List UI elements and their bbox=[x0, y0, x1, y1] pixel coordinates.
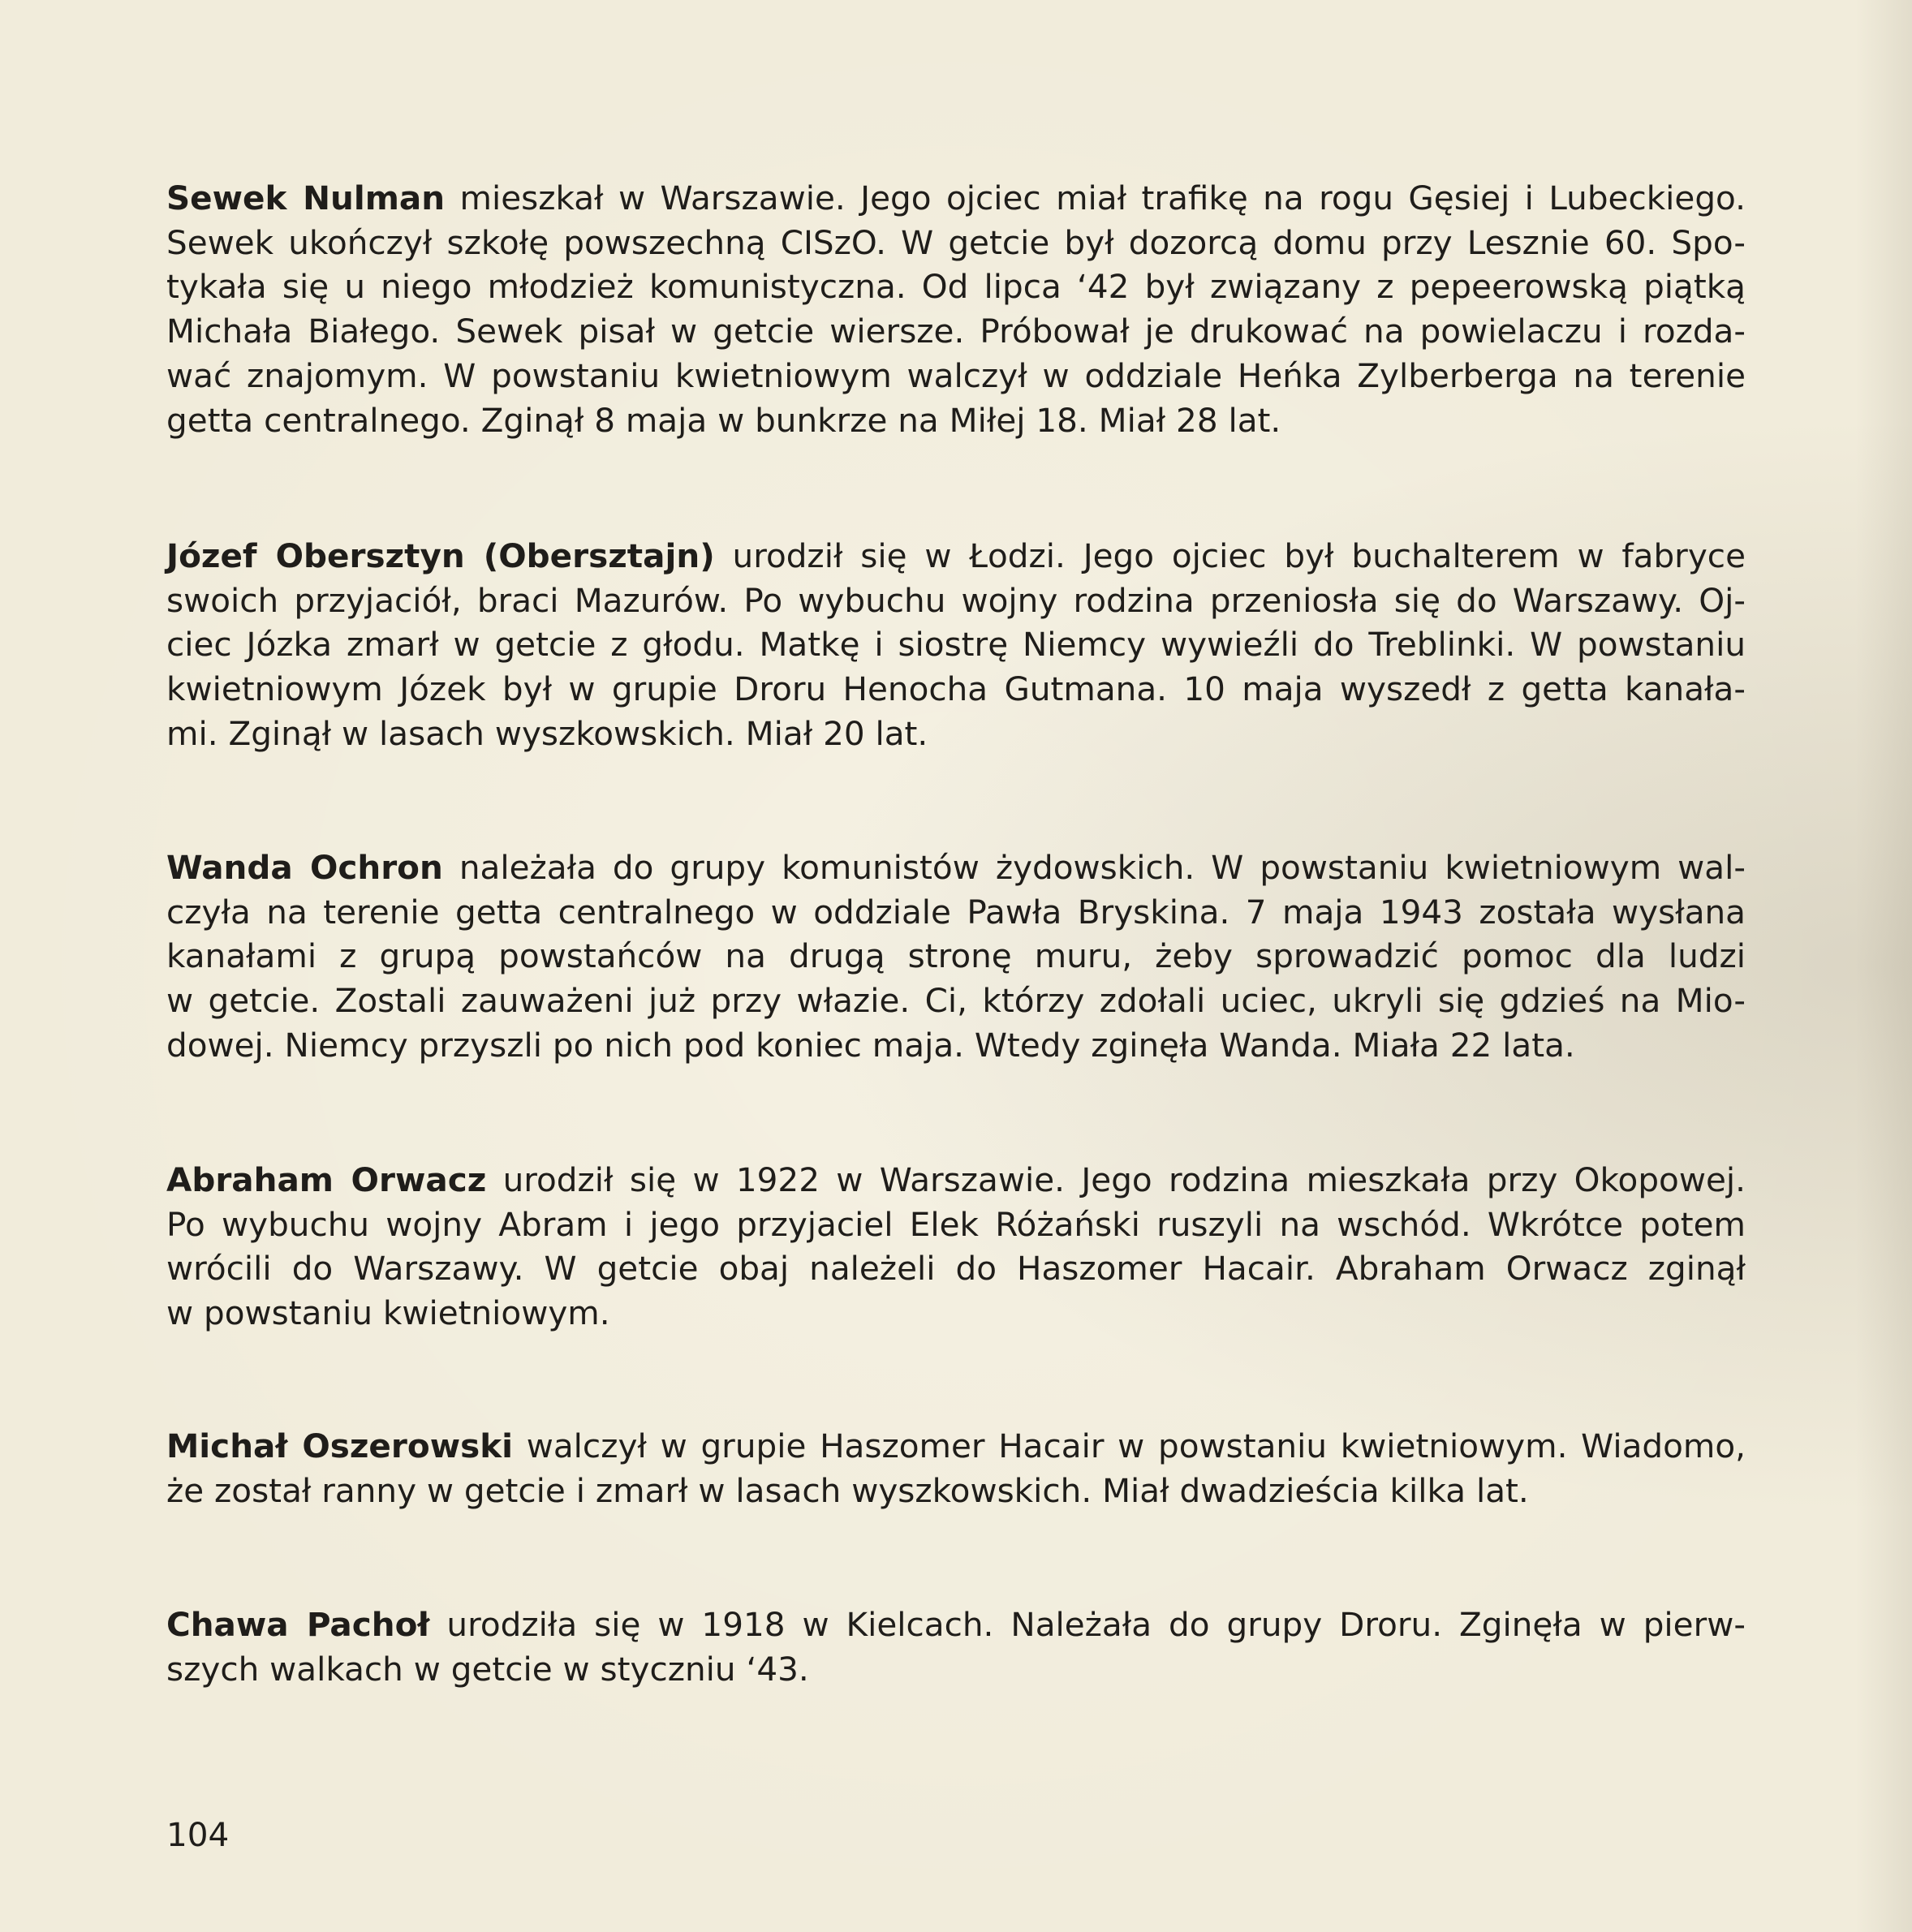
biography-entry-sewek-nulman bbox=[166, 176, 1746, 442]
entry-text-line: że został ranny w getcie i zmarł w lasach wyszkowskich. Miał dwadzieścia kilka lat. bbox=[166, 1470, 1529, 1510]
entry-text-line: dowej. Niemcy przyszli po nich pod koniec maja. Wtedy zginęła Wanda. Miała 22 lata. bbox=[166, 1025, 1575, 1065]
entry-text-line: wać znajomym. W powstaniu kwietniowym walczył w oddziale Heńka Zylberberga na terenie bbox=[166, 355, 1746, 395]
entry-text-line: w getcie. Zostali zauważeni już przy włazie. Ci, którzy zdołali uciec, ukryli się gdzieś na Mio- bbox=[166, 981, 1746, 1021]
entry-name: Abraham Orwacz bbox=[166, 1160, 487, 1199]
entry-name: Józef Obersztyn (Obersztajn) bbox=[166, 536, 715, 575]
entry-text-line: Po wybuchu wojny Abram i jego przyjaciel Elek Różański ruszyli na wschód. Wkrótce potem bbox=[166, 1204, 1746, 1244]
biography-entry-chawa-pachol bbox=[166, 1603, 1746, 1691]
entry-text-line: kanałami z grupą powstańców na drugą stronę muru, żeby sprowadzić pomoc dla ludzi bbox=[166, 936, 1746, 976]
entry-name: Wanda Ochron bbox=[166, 848, 443, 887]
entry-text-line: tykała się u niego młodzież komunistyczna. Od lipca ‘42 był związany z pepeerowską piątką bbox=[166, 267, 1746, 307]
entry-text-line: w powstaniu kwietniowym. bbox=[166, 1293, 610, 1333]
entry-text-line: kwietniowym Józek był w grupie Droru Henocha Gutmana. 10 maja wyszedł z getta kanała- bbox=[166, 669, 1746, 709]
entry-name: Sewek Nulman bbox=[166, 179, 446, 217]
biography-entry-michal-oszerowski bbox=[166, 1424, 1746, 1512]
entry-text-line: szych walkach w getcie w styczniu ‘43. bbox=[166, 1649, 809, 1689]
entry-text-line: getta centralnego. Zginął 8 maja w bunkrze na Miłej 18. Miał 28 lat. bbox=[166, 400, 1281, 440]
entry-text-line: mieszkał w Warszawie. Jego ojciec miał trafikę na rogu Gęsiej i Lubeckiego. bbox=[445, 179, 1746, 217]
entry-text-line: Michała Białego. Sewek pisał w getcie wiersze. Próbował je drukować na powielaczu i rozda- bbox=[166, 312, 1746, 351]
entry-text-line: należała do grupy komunistów żydowskich. W powstaniu kwietniowym wal- bbox=[442, 848, 1746, 887]
entry-text-line: urodził się w 1922 w Warszawie. Jego rodzina mieszkała przy Okopowej. bbox=[486, 1160, 1746, 1199]
entry-text-line: walczył w grupie Haszomer Hacair w powstaniu kwietniowym. Wiadomo, bbox=[513, 1426, 1746, 1465]
biography-entry-wanda-ochron bbox=[166, 846, 1746, 1068]
entry-text-line: wrócili do Warszawy. W getcie obaj należeli do Haszomer Hacair. Abraham Orwacz zginął bbox=[166, 1249, 1746, 1289]
page-number: 104 bbox=[166, 1815, 230, 1854]
entry-name: Michał Oszerowski bbox=[166, 1426, 514, 1465]
biography-entry-abraham-orwacz bbox=[166, 1158, 1746, 1336]
entry-name: Chawa Pachoł bbox=[166, 1605, 430, 1644]
entry-text-line: Sewek ukończył szkołę powszechną CISzO. W getcie był dozorcą domu przy Lesznie 60. Spo- bbox=[166, 222, 1746, 262]
entry-text-line: urodziła się w 1918 w Kielcach. Należała do grupy Droru. Zginęła w pierw- bbox=[429, 1605, 1746, 1644]
biography-entry-jozef-obersztyn bbox=[166, 534, 1746, 756]
entry-text-line: czyła na terenie getta centralnego w oddziale Pawła Bryskina. 7 maja 1943 została wysłana bbox=[166, 892, 1746, 932]
page-edge-shadow bbox=[1855, 0, 1912, 1932]
entry-text-line: swoich przyjaciół, braci Mazurów. Po wybuchu wojny rodzina przeniosła się do Warszawy. Oj- bbox=[166, 580, 1746, 620]
entry-text-line: mi. Zginął w lasach wyszkowskich. Miał 20 lat. bbox=[166, 713, 928, 753]
entry-text-line: urodził się w Łodzi. Jego ojciec był buchalterem w fabryce bbox=[714, 536, 1746, 575]
entry-text-line: ciec Józka zmarł w getcie z głodu. Matkę i siostrę Niemcy wywieźli do Treblinki. W powstaniu bbox=[166, 625, 1746, 665]
